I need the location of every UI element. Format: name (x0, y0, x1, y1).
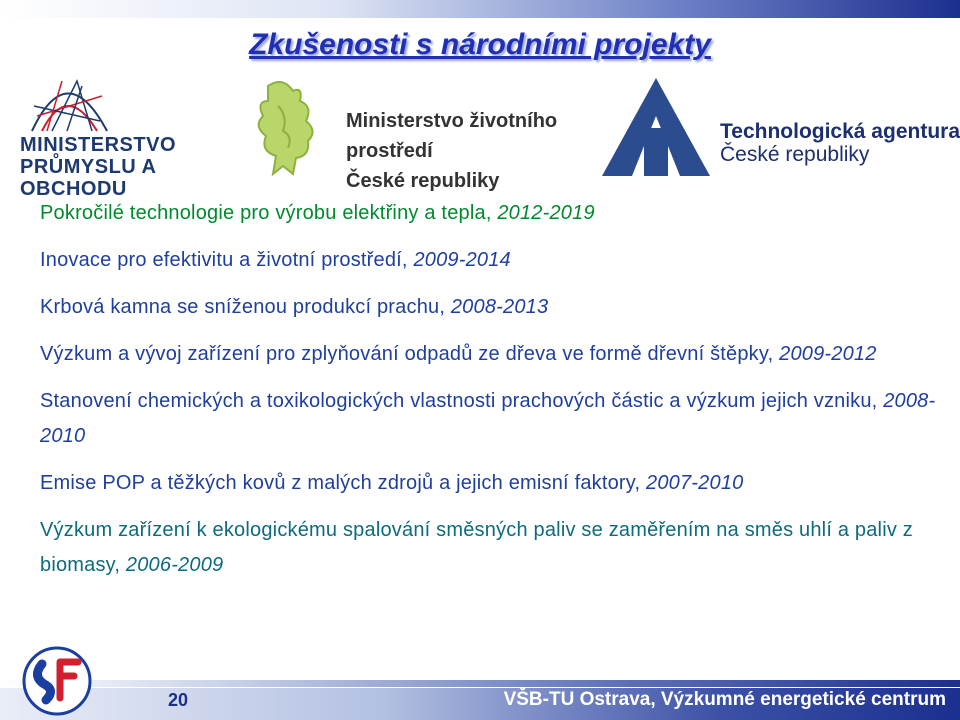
project-years: 2007-2010 (646, 472, 744, 494)
vsb-logo-icon (22, 646, 92, 716)
project-years: 2008-2010 (40, 390, 936, 447)
project-years: 2009-2014 (413, 249, 511, 271)
list-item: Krbová kamna se sníženou produkcí prachu, 2008-2013 (40, 296, 549, 318)
list-item: Emise POP a těžkých kovů z malých zdrojů a jejich emisní faktory, 2007-2010 (40, 472, 744, 494)
slide-title: Zkušenosti s národními projekty (249, 28, 711, 61)
project-name: Krbová kamna se sníženou produkcí prachu (40, 296, 440, 318)
mpo-name-line2: PRŮMYSLU A OBCHODU (20, 156, 156, 200)
mzp-name-line2: České republiky (346, 170, 500, 192)
project-name: Stanovení chemických a toxikologických vlastnosti prachových částic a výzkum jejich vzniku (40, 390, 872, 412)
project-years: 2012-2019 (497, 202, 595, 224)
ta-name-line2: České republiky (720, 143, 870, 166)
page-number: 20 (168, 690, 189, 710)
top-decorative-bar (0, 0, 960, 18)
project-years: 2008-2013 (450, 296, 549, 318)
project-years: 2006-2009 (125, 554, 224, 576)
list-item: Výzkum zařízení k ekologickému spalování směsných paliv se zaměřením na směs uhlí a paliv z biomasy, 2006-2009 (40, 519, 914, 576)
project-name: Pokročilé technologie pro výrobu elektřiny a tepla (40, 202, 486, 224)
mpo-name-line1: MINISTERSTVO (20, 134, 177, 156)
list-item: Stanovení chemických a toxikologických vlastnosti prachových částic a výzkum jejich vzniku, 2008-2010 (40, 390, 936, 447)
mpo-logo (18, 76, 238, 200)
ta-logo (600, 76, 960, 180)
project-name: Inovace pro efektivitu a životní prostředí (40, 249, 402, 271)
footer-institution: VŠB-TU Ostrava, Výzkumné energetické centrum (503, 689, 946, 710)
project-list (40, 196, 940, 595)
mzp-name-line1: Ministerstvo životního prostředí (346, 110, 558, 162)
project-name: Výzkum zařízení k ekologickému spalování směsných paliv se zaměřením na směs uhlí a paliv z biomasy (40, 519, 914, 576)
list-item: Inovace pro efektivitu a životní prostředí, 2009-2014 (40, 249, 511, 271)
globe-mesh-icon (22, 76, 112, 136)
mzp-logo (238, 76, 608, 192)
triangle-emblem-icon (600, 76, 712, 180)
ta-name-line1: Technologická agentura (720, 120, 960, 143)
footer-divider (0, 680, 960, 687)
project-name: Výzkum a vývoj zařízení pro zplyňování odpadů ze dřeva ve formě dřevní štěpky (40, 343, 768, 365)
project-name: Emise POP a těžkých kovů z malých zdrojů a jejich emisní faktory (40, 472, 635, 494)
list-item: Pokročilé technologie pro výrobu elektřiny a tepla, 2012-2019 (40, 202, 595, 224)
list-item: Výzkum a vývoj zařízení pro zplyňování odpadů ze dřeva ve formě dřevní štěpky, 2009-2012 (40, 343, 877, 365)
lion-emblem-icon (238, 76, 338, 176)
project-years: 2009-2012 (779, 343, 877, 365)
